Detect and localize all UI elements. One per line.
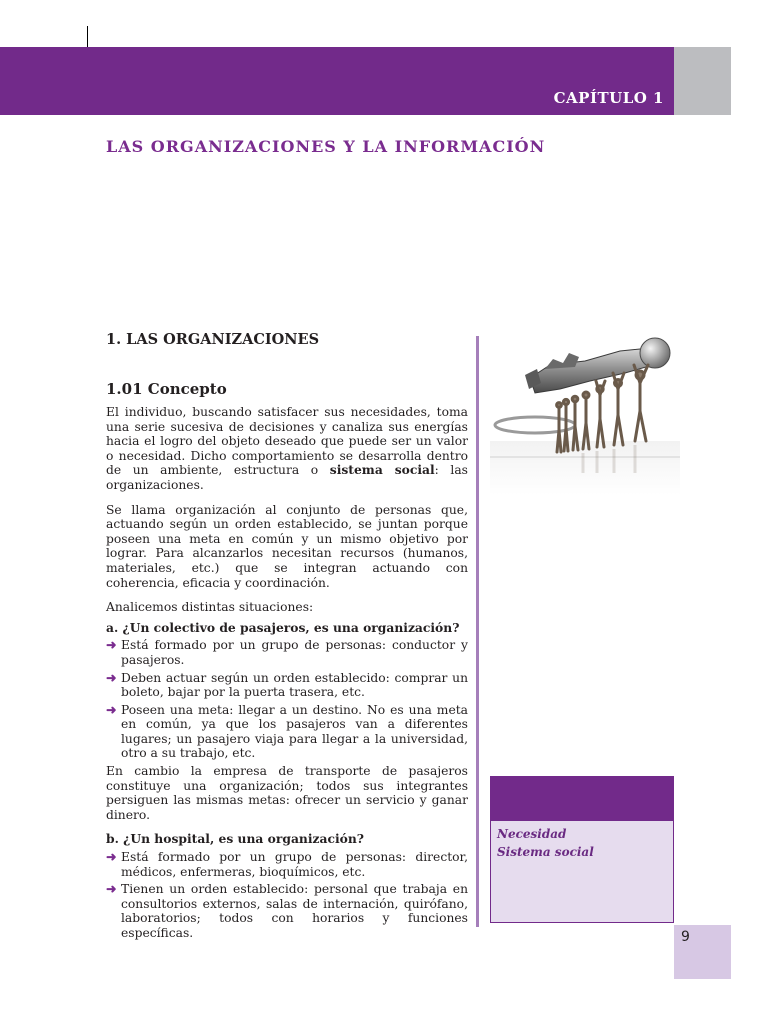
keywords-list [490, 821, 674, 923]
crop-mark [87, 26, 88, 47]
chapter-title: LAS ORGANIZACIONES Y LA INFORMACIÓN [106, 137, 546, 156]
paragraph-analysis: Analicemos distintas situaciones: [106, 600, 314, 615]
paragraph-intro: El individuo, buscando satisfacer sus necesidades, toma una serie sucesiva de decisiones y canaliza sus energías hacia el logro del objeto deseado que puede ser un valor o necesidad. Dicho comportamiento se desarrolla dentro de un ambiente, estructura o sistema social: las organizaciones. [106, 405, 468, 492]
page-number: 9 [681, 929, 690, 945]
keyword-item: Necesidad [497, 827, 567, 841]
keywords-box-header [490, 776, 674, 821]
arrow-right-icon: ➜ [106, 881, 117, 897]
paragraph-definition: Se llama organización al conjunto de personas que, actuando según un orden establecido, se juntan porque poseen una meta en común y un mismo objetivo por lograr. Para alcanzarlos necesitan recursos (humanos, materiales, etc.) que se integran actuando con coherencia, eficacia y coordinación. [106, 502, 468, 590]
arrow-right-icon: ➜ [106, 669, 117, 685]
question-a-title: a. ¿Un colectivo de pasajeros, es una organización? [106, 619, 460, 635]
question-b-title: b. ¿Un hospital, es una organización? [106, 831, 365, 847]
list-item: ➜ Tienen un orden establecido: personal que trabaja en consultorios externos, salas de internación, quirófano, laboratorios; todos con horarios y funciones específicas. [106, 881, 468, 940]
header-gray-tab [674, 47, 731, 115]
question-a-closing: En cambio la empresa de transporte de pasajeros constituye una organización; todos sus integrantes persiguen las mismas metas: ofrecer un servicio y ganar dinero. [106, 764, 468, 822]
question-b-list [106, 850, 468, 941]
list-item: ➜ Deben actuar según un orden establecido: comprar un boleto, bajar por la puerta trasera, etc. [106, 669, 468, 700]
arrow-right-icon: ➜ [106, 701, 117, 717]
keyword-item: Sistema social [497, 845, 594, 859]
subsection-heading: 1.01 Concepto [106, 380, 227, 398]
arrow-right-icon: ➜ [106, 637, 117, 653]
keywords-box [490, 776, 674, 925]
chapter-label: CAPÍTULO 1 [553, 89, 664, 107]
arrow-right-icon: ➜ [106, 849, 117, 865]
list-item: ➜ Poseen una meta: llegar a un destino. No es una meta en común, ya que los pasajeros van a diferentes lugares; un pasajero viaja para llegar a la universidad, otro a su trabajo, etc. [106, 701, 468, 761]
bold-term: sistema social [329, 462, 435, 478]
question-a-list [106, 638, 468, 761]
body-column [106, 405, 468, 944]
figures-lifting-key-illustration [490, 323, 680, 495]
list-item: ➜ Está formado por un grupo de personas: director, médicos, enfermeras, bioquímicos, etc. [106, 849, 468, 879]
section-heading: 1. LAS ORGANIZACIONES [106, 331, 320, 348]
column-divider [476, 336, 479, 927]
list-item: ➜ Está formado por un grupo de personas: conductor y pasajeros. [106, 637, 468, 667]
